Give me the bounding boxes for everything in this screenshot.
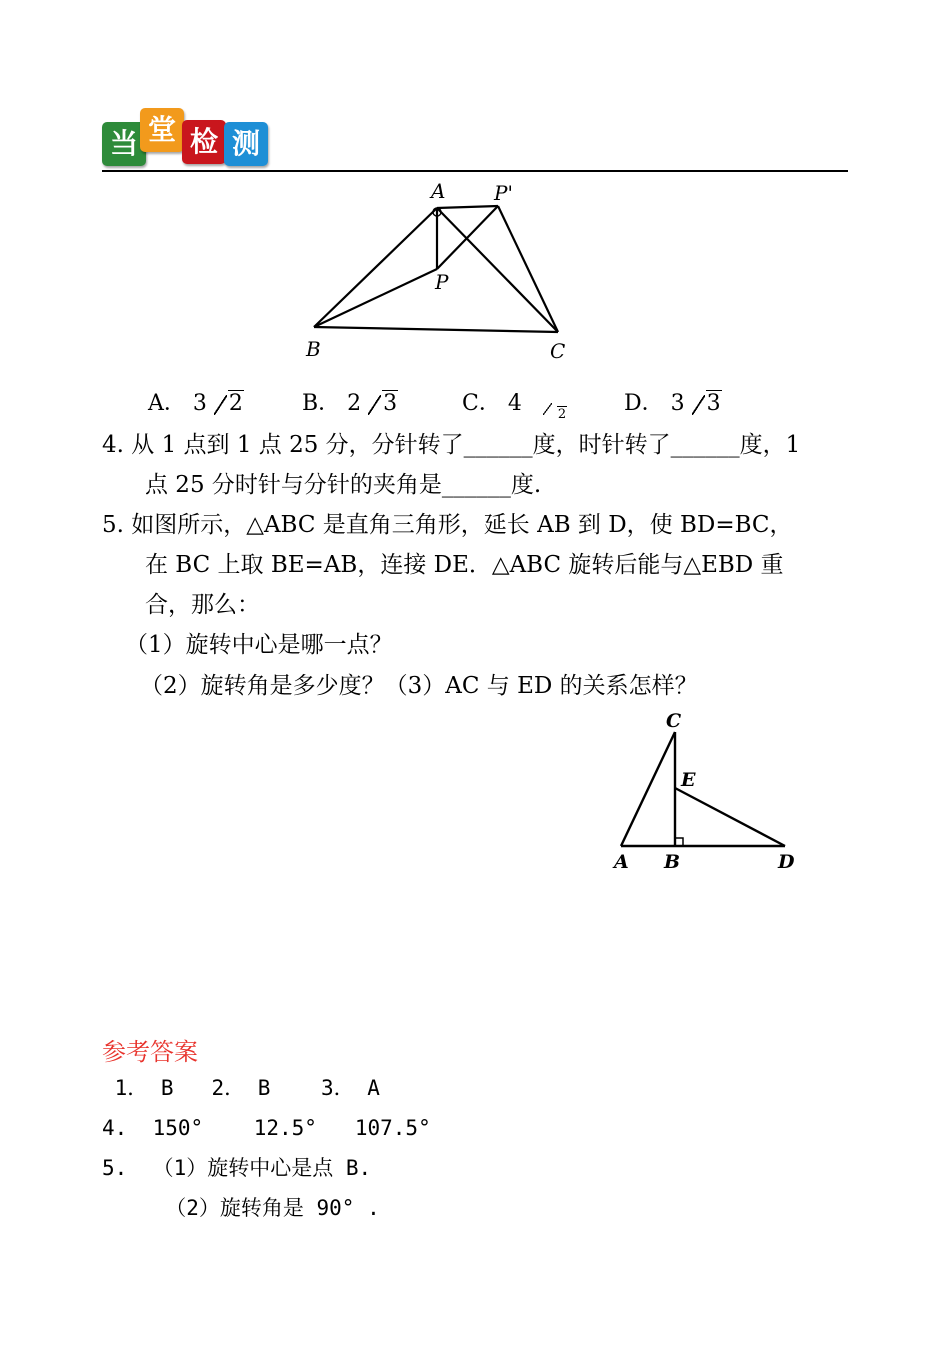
option-letter: D． bbox=[624, 391, 664, 416]
option-letter: B． bbox=[302, 391, 341, 416]
sqrt-symbol bbox=[543, 400, 567, 430]
option-radicand: 3 bbox=[706, 391, 721, 416]
q4-line1: 4. 从 1 点到 1 点 25 分，分针转了______度，时针转了______度，1 bbox=[102, 432, 801, 458]
q5-sub2: （2）旋转角是多少度？（3）AC 与 ED 的关系怎样？ bbox=[140, 673, 698, 699]
q5-line1: 5. 如图所示，△ABC 是直角三角形，延长 AB 到 D，使 BD=BC， bbox=[102, 512, 793, 538]
logo-tile-3: 检 bbox=[182, 120, 226, 164]
option-coef: 4 bbox=[507, 391, 522, 416]
option-coef: 3 bbox=[192, 391, 207, 416]
figure1-lines bbox=[314, 206, 558, 332]
label-a: A bbox=[431, 179, 446, 203]
header-rule bbox=[102, 170, 848, 172]
option-d bbox=[624, 389, 722, 419]
option-letter: C． bbox=[462, 391, 501, 416]
sqrt-symbol bbox=[368, 389, 398, 419]
small-sqrt bbox=[543, 407, 567, 422]
option-radicand: 2 bbox=[557, 407, 567, 422]
answers-line1: 1． B 2． B 3． A bbox=[102, 1076, 380, 1100]
label-a2: A bbox=[614, 851, 629, 873]
option-c bbox=[462, 389, 567, 422]
option-a bbox=[148, 389, 244, 419]
answers-title: 参考答案 bbox=[102, 1038, 198, 1066]
option-coef: 2 bbox=[347, 391, 362, 416]
label-b: B bbox=[306, 337, 321, 361]
section-logo bbox=[102, 108, 272, 170]
option-b bbox=[302, 389, 398, 419]
logo-tile-4: 测 bbox=[224, 122, 268, 166]
label-p: P bbox=[435, 270, 449, 294]
q5-line3: 合，那么： bbox=[145, 592, 260, 618]
logo-tile-2: 堂 bbox=[140, 108, 184, 152]
label-d: D bbox=[778, 851, 795, 873]
logo-tile-1: 当 bbox=[102, 122, 146, 166]
answers-line4: （2）旋转角是 90° . bbox=[102, 1196, 380, 1220]
label-c2: C bbox=[666, 710, 682, 732]
label-p-prime: P' bbox=[494, 181, 513, 205]
q4-line2: 点 25 分时针与分针的夹角是______度. bbox=[145, 472, 542, 498]
option-letter: A． bbox=[148, 391, 186, 416]
sqrt-symbol bbox=[214, 389, 244, 419]
label-e: E bbox=[681, 769, 696, 791]
figure-triangle-apc bbox=[300, 176, 580, 366]
label-c: C bbox=[550, 339, 566, 363]
option-radicand: 3 bbox=[383, 391, 398, 416]
answers-line2: 4. 150° 12.5° 107.5° bbox=[102, 1116, 431, 1140]
figure-triangle-abc-ebd bbox=[605, 706, 815, 876]
sqrt-symbol bbox=[692, 389, 722, 419]
label-b2: B bbox=[664, 851, 681, 873]
answers-line3: 5. （1）旋转中心是点 B. bbox=[102, 1156, 372, 1180]
q5-sub1: （1）旋转中心是哪一点？ bbox=[125, 632, 393, 658]
figure2-lines bbox=[621, 732, 785, 846]
option-radicand: 2 bbox=[228, 391, 243, 416]
option-coef: 3 bbox=[670, 391, 685, 416]
q5-line2: 在 BC 上取 BE=AB，连接 DE．△ABC 旋转后能与△EBD 重 bbox=[145, 552, 784, 578]
